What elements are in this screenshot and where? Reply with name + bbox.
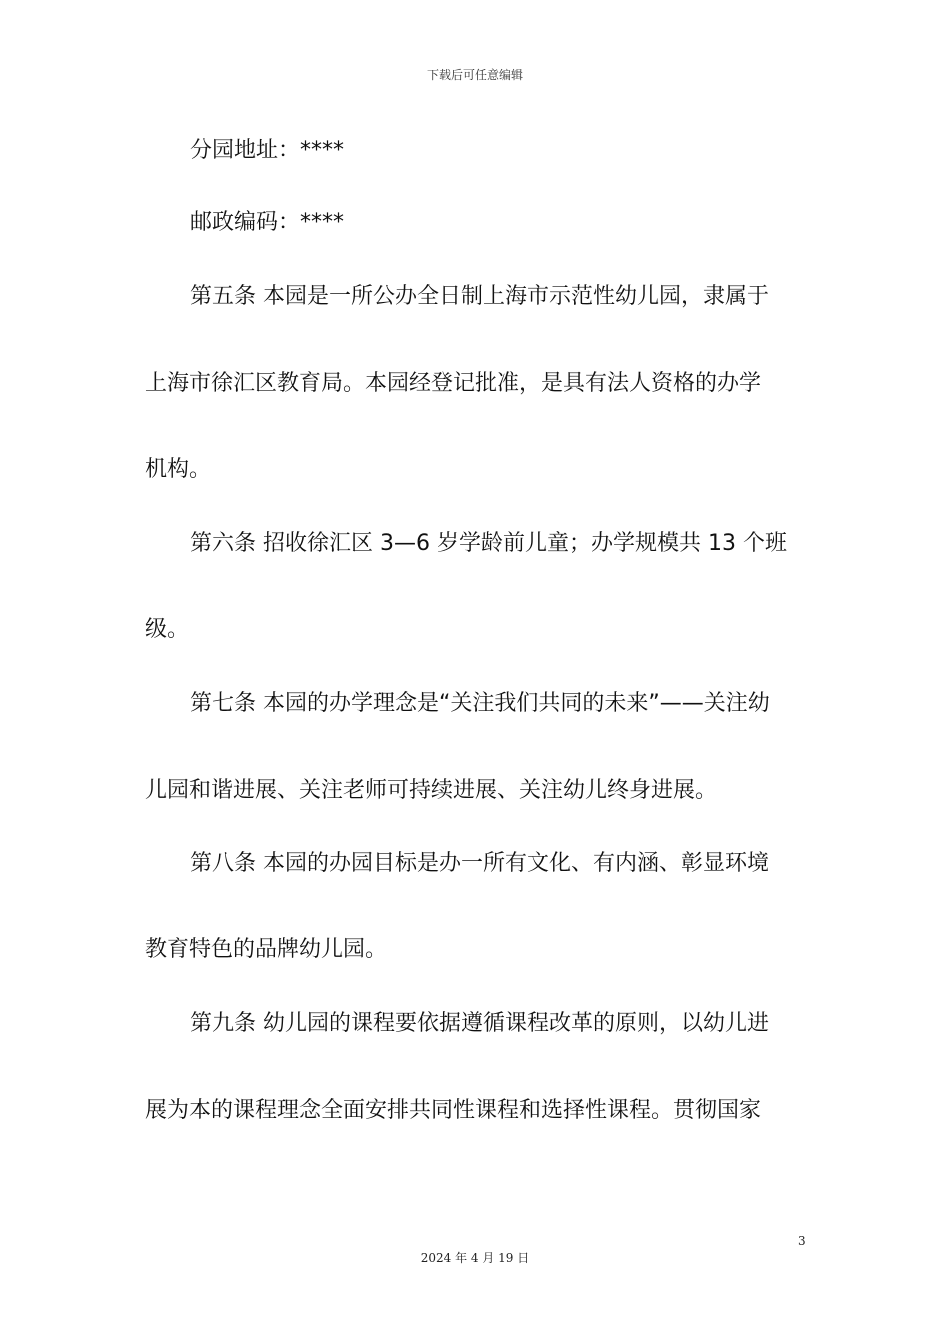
text-line: 第六条 招收徐汇区 3—6 岁学龄前儿童；办学规模共 13 个班 xyxy=(190,531,787,556)
text-line: 第七条 本园的办学理念是“关注我们共同的未来”——关注幼 xyxy=(190,691,770,716)
text-line: 分园地址：**** xyxy=(190,138,345,163)
text-line: 上海市徐汇区教育局。本园经登记批准，是具有法人资格的办学 xyxy=(145,371,762,396)
text-line: 教育特色的品牌幼儿园。 xyxy=(145,937,388,962)
text-line: 邮政编码：**** xyxy=(190,210,345,235)
text-line: 级。 xyxy=(145,617,190,642)
text-line: 儿园和谐进展、关注老师可持续进展、关注幼儿终身进展。 xyxy=(145,778,718,803)
text-line: 第五条 本园是一所公办全日制上海市示范性幼儿园，隶属于 xyxy=(190,284,769,309)
text-line: 展为本的课程理念全面安排共同性课程和选择性课程。贯彻国家 xyxy=(145,1098,762,1123)
text-line: 机构。 xyxy=(145,457,212,482)
header-note: 下载后可任意编辑 xyxy=(426,68,523,82)
text-line: 第九条 幼儿园的课程要依据遵循课程改革的原则，以幼儿进 xyxy=(190,1011,769,1036)
footer-date: 2024 年 4 月 19 日 xyxy=(420,1251,530,1265)
text-line: 第八条 本园的办园目标是办一所有文化、有内涵、彰显环境 xyxy=(190,851,769,876)
page-number: 3 xyxy=(798,1234,806,1248)
